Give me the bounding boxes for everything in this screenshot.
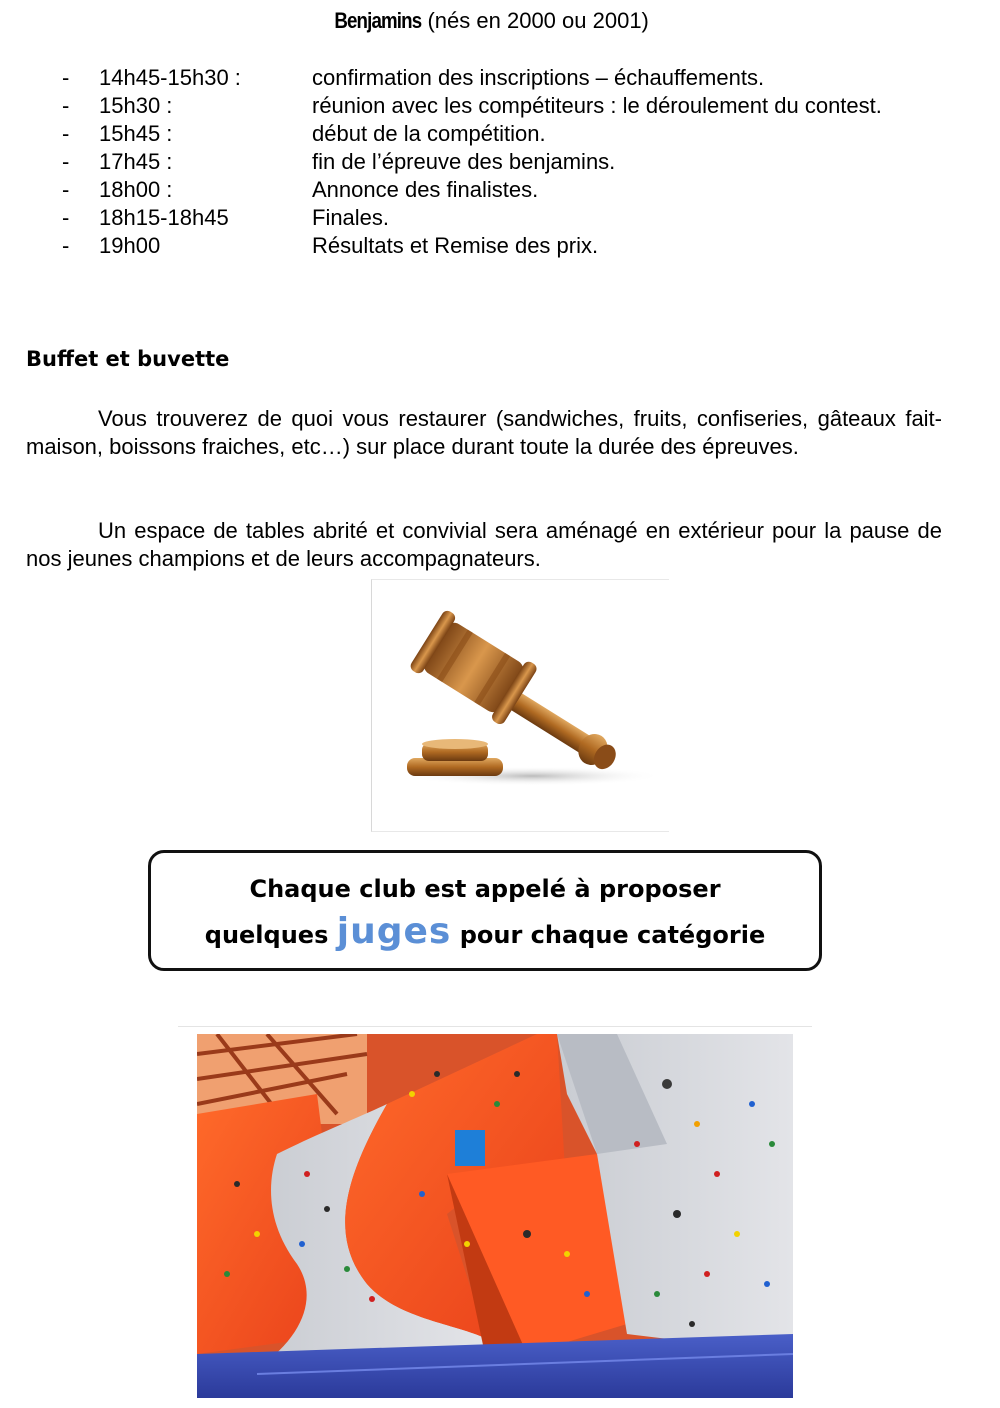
schedule-description: début de la compétition. (312, 121, 546, 146)
schedule-time: 15h30 : (99, 93, 173, 118)
climbing-wall-photo (197, 1034, 793, 1398)
schedule-description: Annonce des finalistes. (312, 177, 539, 202)
schedule-description: réunion avec les compétiteurs : le déroulement du contest. (312, 93, 882, 118)
schedule-description: confirmation des inscriptions – échauffements. (312, 65, 765, 90)
category-name: Benjamins (334, 8, 422, 33)
bullet-dash: - (62, 233, 70, 258)
schedule-description: Résultats et Remise des prix. (312, 233, 599, 258)
schedule-description: Finales. (312, 205, 390, 230)
schedule-time: 18h00 : (99, 177, 173, 202)
schedule-item (62, 148, 962, 176)
seating-paragraph: Un espace de tables abrité et convivial sera aménagé en extérieur pour la pause de nos jeunes champions et de leurs accompagnateurs. (26, 518, 942, 571)
schedule-time: 14h45-15h30 : (99, 65, 241, 90)
notice-line-1: Chaque club est appelé à proposer (249, 875, 721, 903)
schedule-item (62, 176, 962, 204)
category-heading (0, 8, 968, 34)
schedule-item (62, 64, 962, 92)
schedule-time: 17h45 : (99, 149, 173, 174)
bullet-dash: - (62, 121, 70, 146)
schedule-description: fin de l’épreuve des benjamins. (312, 149, 616, 174)
section-title: Buffet et buvette (26, 347, 230, 371)
schedule-item (62, 120, 962, 148)
judges-notice-box (148, 850, 822, 971)
bullet-dash: - (62, 93, 70, 118)
schedule-item (62, 204, 962, 232)
notice-text-after: pour chaque catégorie (459, 921, 766, 949)
image-top-rule (178, 1026, 812, 1027)
bullet-dash: - (62, 149, 70, 174)
gavel-icon (372, 580, 670, 833)
bullet-dash: - (62, 177, 70, 202)
notice-text-before: quelques (204, 921, 329, 949)
buffet-paragraph: Vous trouverez de quoi vous restaurer (sandwiches, fruits, confiseries, gâteaux fait-maison, boissons fraiches, etc…) sur place durant toute la durée des épreuves. (26, 406, 942, 459)
schedule-time: 19h00 (99, 233, 161, 258)
schedule-time: 15h45 : (99, 121, 173, 146)
schedule-time: 18h15-18h45 (99, 205, 229, 230)
schedule-list (62, 64, 962, 260)
category-years: (nés en 2000 ou 2001) (427, 8, 649, 33)
gavel-image (371, 579, 669, 832)
bullet-dash: - (62, 65, 70, 90)
bullet-dash: - (62, 205, 70, 230)
schedule-item (62, 92, 962, 120)
notice-highlight-juges: juges (336, 911, 452, 952)
schedule-item (62, 232, 962, 260)
notice-line-2 (151, 911, 819, 952)
